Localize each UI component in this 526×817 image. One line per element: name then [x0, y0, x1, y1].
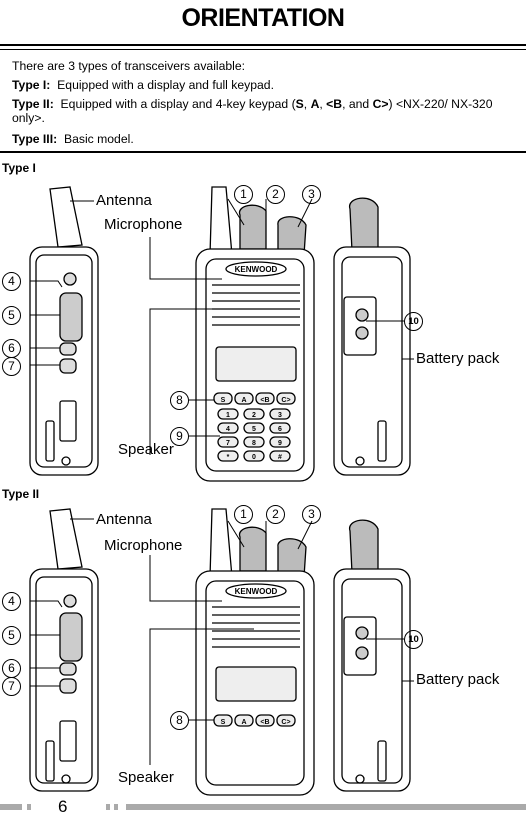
callout-10: 10 — [404, 312, 423, 331]
microphone-label: Microphone — [104, 537, 183, 554]
keypad-key: 4 — [226, 426, 230, 433]
antenna-label: Antenna — [96, 511, 152, 528]
microphone-label: Microphone — [104, 216, 183, 233]
antenna-label: Antenna — [96, 192, 152, 209]
callout-7: 7 — [2, 357, 21, 376]
section-heading-type1: Type I — [2, 161, 36, 175]
callout-6: 6 — [2, 339, 21, 358]
keypad-key: 1 — [226, 412, 230, 419]
callout-1: 1 — [234, 185, 253, 204]
key-2: <B — [260, 719, 270, 726]
key-1: A — [241, 397, 247, 404]
type3-description: Type III: Basic model. — [12, 132, 134, 146]
keypad-key: 8 — [252, 440, 256, 447]
page-footer — [0, 798, 526, 815]
keypad-key: 9 — [278, 440, 282, 447]
type2-radio-illustration — [0, 497, 526, 797]
brand-logo: KENWOOD — [234, 587, 278, 596]
callout-8: 8 — [170, 711, 189, 730]
callout-4: 4 — [2, 272, 21, 291]
intro-box — [0, 55, 526, 150]
callout-9: 9 — [170, 427, 189, 446]
keypad-key: 2 — [252, 412, 256, 419]
page-title: ORIENTATION — [181, 4, 345, 32]
keypad-key: * — [226, 454, 230, 461]
brand-logo: KENWOOD — [234, 265, 278, 274]
callout-3: 3 — [302, 505, 321, 524]
battery-pack-label: Battery pack — [416, 350, 500, 367]
page-number: 6 — [58, 797, 68, 816]
callout-2: 2 — [266, 505, 285, 524]
callout-1: 1 — [234, 505, 253, 524]
speaker-label: Speaker — [118, 441, 174, 458]
keypad-key: 6 — [278, 426, 282, 433]
keypad-key: 7 — [226, 440, 230, 447]
battery-pack-label: Battery pack — [416, 671, 500, 688]
type1-radio-illustration — [0, 175, 526, 485]
callout-8: 8 — [170, 391, 189, 410]
keypad-key: 0 — [252, 454, 256, 461]
key-0: S — [220, 397, 226, 404]
title-rule-thin — [0, 49, 526, 50]
keypad-key: 3 — [278, 412, 282, 419]
callout-5: 5 — [2, 626, 21, 645]
callout-4: 4 — [2, 592, 21, 611]
type2-description: Type II: Equipped with a display and 4-key keypad (S, A, <B, and C>) <NX-220/ NX-320 only>. — [12, 97, 493, 125]
callout-10: 10 — [404, 630, 423, 649]
type1-description: Type I: Equipped with a display and full keypad. — [12, 78, 274, 92]
speaker-label: Speaker — [118, 769, 174, 786]
key-0: S — [220, 719, 226, 726]
callout-7: 7 — [2, 677, 21, 696]
callout-3: 3 — [302, 185, 321, 204]
key-3: C> — [281, 719, 291, 726]
section-heading-type2: Type II — [2, 487, 40, 501]
key-3: C> — [281, 397, 291, 404]
key-2: <B — [260, 397, 270, 404]
keypad-key: # — [278, 454, 282, 461]
callout-2: 2 — [266, 185, 285, 204]
callout-6: 6 — [2, 659, 21, 678]
intro-line: There are 3 types of transceivers available: — [12, 59, 246, 73]
title-rule — [0, 44, 526, 46]
keypad-key: 5 — [252, 426, 256, 433]
intro-rule — [0, 151, 526, 153]
key-1: A — [241, 719, 247, 726]
callout-5: 5 — [2, 306, 21, 325]
